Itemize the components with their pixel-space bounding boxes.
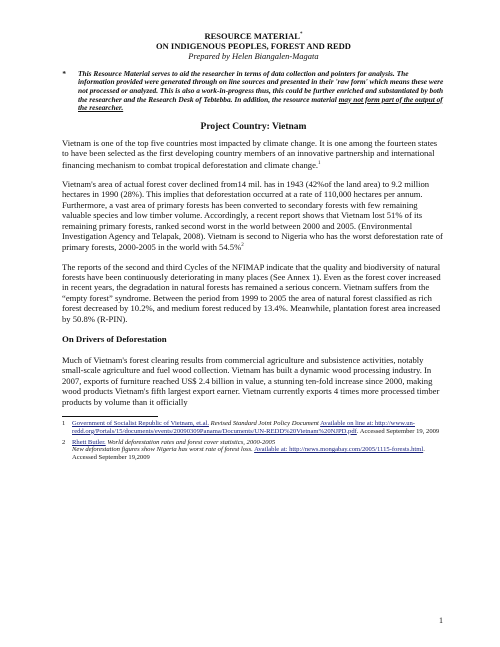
footnote-1-body — [72, 420, 445, 436]
page-number: 1 — [439, 616, 443, 625]
subheading-drivers: On Drivers of Deforestation — [62, 334, 167, 345]
footnote-2-number: 2 — [62, 438, 66, 446]
footnote-1-author-link[interactable]: Government of Socialist Republic of Vietnam, et.al. — [72, 420, 210, 428]
footnote-1-number: 1 — [62, 420, 66, 428]
header-subtitle: ON INDIGENOUS PEOPLES, FOREST AND REDD — [156, 40, 351, 51]
footnote-1-title: Revised Standard Joint Policy Document — [210, 420, 319, 428]
header-title — [62, 30, 445, 41]
footnote-2-accessed: . Accessed September 19,2009 — [72, 446, 425, 462]
paragraph-4: Much of Vietnam's forest clearing results from commercial agriculture and subsistence activities, notably small-scale agriculture and fuel wood collection. Vietnam has built a dynamic wood processing industry. In 2007, exports of furniture reached US$ 2.4 billion in value, a stunning ten-fold increase since 2000, making wood products Vietnam's fifth largest export earner. Vietnam currently exports 4 times more processed timber products by volume than it officially — [62, 355, 440, 407]
footnote-2-author-link[interactable]: Rhett Butler. — [72, 438, 106, 446]
header-line-1: RESOURCE MATERIAL — [204, 30, 300, 41]
footnote-ref-1[interactable]: 1 — [318, 160, 321, 166]
author-line: Prepared by Helen Biangalen-Magata — [188, 50, 319, 61]
header-footnote-mark: * — [299, 32, 303, 37]
note-body — [78, 70, 445, 113]
paragraph-1 — [62, 138, 445, 170]
footnote-1 — [62, 420, 445, 436]
paragraph-2 — [62, 179, 445, 253]
footnote-divider — [62, 416, 158, 417]
paragraph-3: The reports of the second and third Cycles of the NFIMAP indicate that the quality and biodiversity of natural forests have been continuously deteriorating in many places (See Annex 1). Even as the forest cover increased in recent years, the degradation in natural forests has remained a serious concern. Vietnam suffers from the “empty forest” syndrome. Between the period from 1999 to 2005 the area of natural forest classified as rich forest decreased by 10.2%, and medium forest reduced by 13.4%. Meanwhile, plantation forest area increased by 50.8% (R-PIN). — [62, 261, 441, 324]
footnote-1-url-link[interactable]: Available on line at: http://www.un-redd.org/Portals/15/documents/events/20090309Panama/Documents/UN-REDD%20Vietnam%20NJPD.pdf — [72, 420, 415, 435]
footnote-2-body — [72, 439, 445, 462]
footnote-2 — [62, 439, 445, 462]
disclaimer-note — [62, 70, 445, 113]
paragraph-1-text: Vietnam is one of the top five countries most impacted by climate change. It is one among the fourteen states to have been selected as the first developing country members of an innovative partnership and international financing mechanism to combat tropical deforestation and climate change. — [62, 137, 438, 170]
note-text: This Resource Material serves to aid the researcher in terms of data collection and pointers for analysis. The information provided were generated through on line sources and presented in their 'raw form' which means these were not processed or analyzed. This is also a work-in-progress thus, this could be further enriched and substantiated by both the researcher and the Research Desk of Tebtebba. In addition, the resource material — [78, 68, 444, 104]
section-title: Project Country: Vietnam — [200, 121, 307, 132]
footnote-2-subtitle: New deforestation figures show Nigeria has worst rate of forest loss. — [72, 446, 253, 454]
footnote-1-accessed: . Accessed September 19, 2009 — [356, 427, 440, 435]
footnote-2-title: World deforestation rates and forest cover statistics, 2000-2005 — [107, 438, 276, 446]
footnote-2-url-link[interactable]: Available at: http://news.mongabay.com/2005/1115-forests.html — [254, 446, 424, 454]
paragraph-2-text: Vietnam's area of actual forest cover declined from14 mil. has in 1943 (42%of the land area) to 9.2 million hectares in 1990 (28%). This implies that deforestation occurred at a rate of 110,000 hectares per annum. Furthermore, a vast area of primary forests has been converted to secondary forests with few remaining valuable species and low timber volume. Accordingly, a recent report shows that Vietnam lost 51% of its remaining primary forests, ranked second worst in the world between 2000 and 2005. (Environmental Investigation Agency and Telapak, 2008). Vietnam is second to Nigeria who has the worst deforestation rate of primary forests, 2000-2005 in the world with 54.5% — [62, 178, 443, 253]
note-underlined: may not form part of the output of the researcher. — [78, 94, 443, 113]
note-star: * — [62, 68, 66, 78]
footnote-ref-2[interactable]: 2 — [241, 243, 244, 249]
